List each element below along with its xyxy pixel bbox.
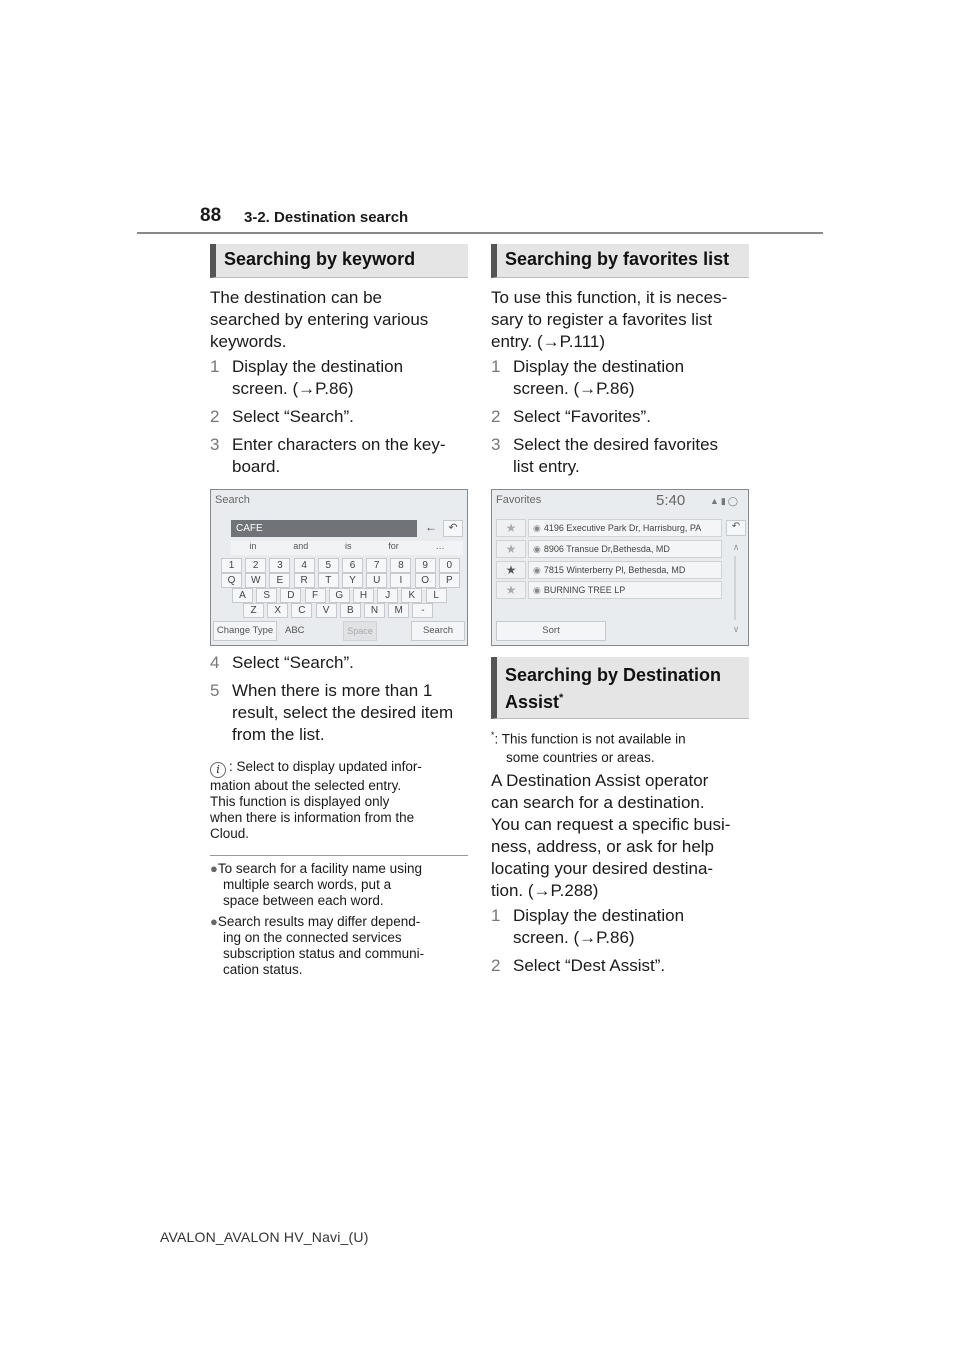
footer-model: AVALON_AVALON HV_Navi_(U)	[160, 1229, 369, 1245]
keyboard-key[interactable]: 9	[415, 558, 436, 573]
keyboard-key[interactable]: 1	[221, 558, 242, 573]
keyboard-key[interactable]: 3	[269, 558, 290, 573]
notes-divider	[210, 855, 468, 856]
favorite-entry-label: 7815 Winterberry Pl, Bethesda, MD	[543, 565, 686, 575]
scrollbar[interactable]	[734, 556, 736, 620]
backspace-icon[interactable]: ←	[425, 520, 437, 534]
keyboard-key[interactable]: S	[256, 588, 277, 603]
bullet-item: ●To search for a facility name using multiple search words, put a space between each word.	[210, 861, 422, 908]
favorites-step-2: 2 Select “Favorites”.	[491, 407, 651, 426]
favorite-star-icon[interactable]: ★	[496, 581, 526, 599]
keyword-intro: The destination can be searched by entering various keywords.	[210, 288, 429, 351]
info-icon: i	[210, 762, 226, 778]
favorite-entry[interactable]	[528, 540, 722, 558]
keyboard-key[interactable]: L	[426, 588, 447, 603]
location-pin-icon: ◉	[533, 544, 541, 554]
bullet-item: ●Search results may differ depend- ing on the connected services subscription status and communi- cation status.	[210, 914, 425, 977]
favorites-intro: To use this function, it is neces- sary to register a favorites list entry. (→P.111)	[491, 288, 728, 351]
keyboard-key[interactable]: J	[377, 588, 398, 603]
keyboard-key[interactable]: X	[267, 603, 288, 618]
assist-heading: Searching by Destination Assist*	[491, 657, 749, 719]
assist-footnote: *: This function is not available in some countries or areas.	[491, 730, 686, 765]
search-screenshot	[210, 489, 468, 646]
keyboard-key[interactable]: Y	[342, 573, 363, 588]
favorite-star-icon[interactable]: ★	[496, 519, 526, 537]
input-mode-label: ABC	[285, 625, 305, 636]
suggestion[interactable]: for	[388, 541, 399, 551]
assist-step-1: 1 Display the destination screen. (→P.86)	[491, 906, 685, 947]
keyboard-key[interactable]: U	[366, 573, 387, 588]
keyword-step-2: 2 Select “Search”.	[210, 407, 354, 426]
keyboard-key[interactable]: I	[390, 573, 411, 588]
scroll-up-icon[interactable]: ∧	[732, 542, 740, 552]
keyboard-key[interactable]: R	[294, 573, 315, 588]
keyboard-key[interactable]: E	[269, 573, 290, 588]
favorite-entry[interactable]	[528, 519, 722, 537]
favorite-star-icon[interactable]: ★	[496, 561, 526, 579]
keyword-step-4: 4 Select “Search”.	[210, 653, 354, 672]
keyboard-key[interactable]: C	[291, 603, 312, 618]
keyboard-key[interactable]: G	[329, 588, 350, 603]
keyboard-key[interactable]: O	[415, 573, 436, 588]
suggestion[interactable]: is	[345, 541, 352, 551]
favorites-heading: Searching by favorites list	[491, 244, 749, 278]
clock: 5:40	[656, 492, 686, 509]
keyboard-key[interactable]: A	[232, 588, 253, 603]
keyboard-key[interactable]: D	[280, 588, 301, 603]
keyboard-key[interactable]: H	[353, 588, 374, 603]
suggestion-bar	[231, 541, 463, 555]
screen-title: Favorites	[496, 494, 542, 506]
keyboard-key[interactable]: 5	[318, 558, 339, 573]
status-icons: ▲▮◯	[710, 496, 740, 506]
keyboard-key[interactable]: Q	[221, 573, 242, 588]
scroll-down-icon[interactable]: ∨	[732, 624, 740, 634]
favorite-star-icon[interactable]: ★	[496, 540, 526, 558]
location-pin-icon: ◉	[533, 585, 541, 595]
favorite-entry-label: 8906 Transue Dr,Bethesda, MD	[543, 544, 670, 554]
keyword-step-1: 1 Display the destination screen. (→P.86)	[210, 357, 404, 398]
section-title: 3-2. Destination search	[244, 209, 409, 226]
keyboard-key[interactable]: Z	[243, 603, 264, 618]
keyboard-key[interactable]: 8	[390, 558, 411, 573]
keyboard-key[interactable]: 4	[294, 558, 315, 573]
back-icon[interactable]: ↶	[726, 520, 746, 536]
keyboard-key[interactable]: 2	[245, 558, 266, 573]
favorites-screenshot	[491, 489, 749, 646]
suggestion[interactable]: and	[293, 541, 309, 551]
keyboard-key[interactable]: 6	[342, 558, 363, 573]
keyboard-key[interactable]: T	[318, 573, 339, 588]
change-type-button[interactable]: Change Type	[213, 621, 277, 641]
page-number: 88	[200, 205, 222, 226]
assist-step-2: 2 Select “Dest Assist”.	[491, 956, 666, 975]
info-note: i : Select to display updated infor- mation about the selected entry. This function is displayed only when there is information from the Cloud.	[210, 759, 422, 841]
search-button[interactable]: Search	[411, 621, 465, 641]
back-icon[interactable]: ↶	[443, 520, 463, 537]
keyboard-key[interactable]: V	[316, 603, 337, 618]
screen-title: Search	[215, 494, 250, 506]
favorites-step-3: 3 Select the desired favorites list entry.	[491, 435, 719, 476]
favorite-entry[interactable]	[528, 561, 722, 579]
space-button[interactable]: Space	[343, 621, 377, 641]
location-pin-icon: ◉	[533, 565, 541, 575]
favorite-entry[interactable]	[528, 581, 722, 599]
keyboard-key[interactable]: K	[401, 588, 422, 603]
favorites-step-1: 1 Display the destination screen. (→P.86)	[491, 357, 685, 398]
keyword-step-5: 5 When there is more than 1 result, select the desired item from the list.	[210, 681, 454, 744]
keyword-step-3: 3 Enter characters on the key- board.	[210, 435, 446, 476]
search-input[interactable]: CAFE	[231, 520, 417, 537]
sort-button[interactable]: Sort	[496, 621, 606, 641]
keyboard-key[interactable]: P	[439, 573, 460, 588]
keyboard-key[interactable]: F	[305, 588, 326, 603]
location-pin-icon: ◉	[533, 523, 541, 533]
keyboard-key[interactable]: W	[245, 573, 266, 588]
bullet-icon: ●	[210, 861, 218, 876]
keyboard-key[interactable]: 0	[439, 558, 460, 573]
header-rule	[137, 232, 823, 234]
keyboard-key[interactable]: 7	[366, 558, 387, 573]
keyboard-key[interactable]: M	[388, 603, 409, 618]
assist-body: A Destination Assist operator can search for a destination. You can request a specific busi- ness, address, or ask for help locating your desired destina- tion. (→P.288)	[491, 771, 731, 900]
favorite-entry-label: BURNING TREE LP	[543, 585, 626, 595]
keyboard-key[interactable]: B	[340, 603, 361, 618]
favorite-entry-label: 4196 Executive Park Dr, Harrisburg, PA	[543, 523, 702, 533]
suggestion[interactable]: in	[249, 541, 257, 551]
suggestion[interactable]: …	[435, 541, 445, 551]
keyboard-key[interactable]: -	[412, 603, 433, 618]
keyboard-key[interactable]: N	[364, 603, 385, 618]
bullet-icon: ●	[210, 914, 218, 929]
keyword-heading: Searching by keyword	[210, 244, 468, 278]
